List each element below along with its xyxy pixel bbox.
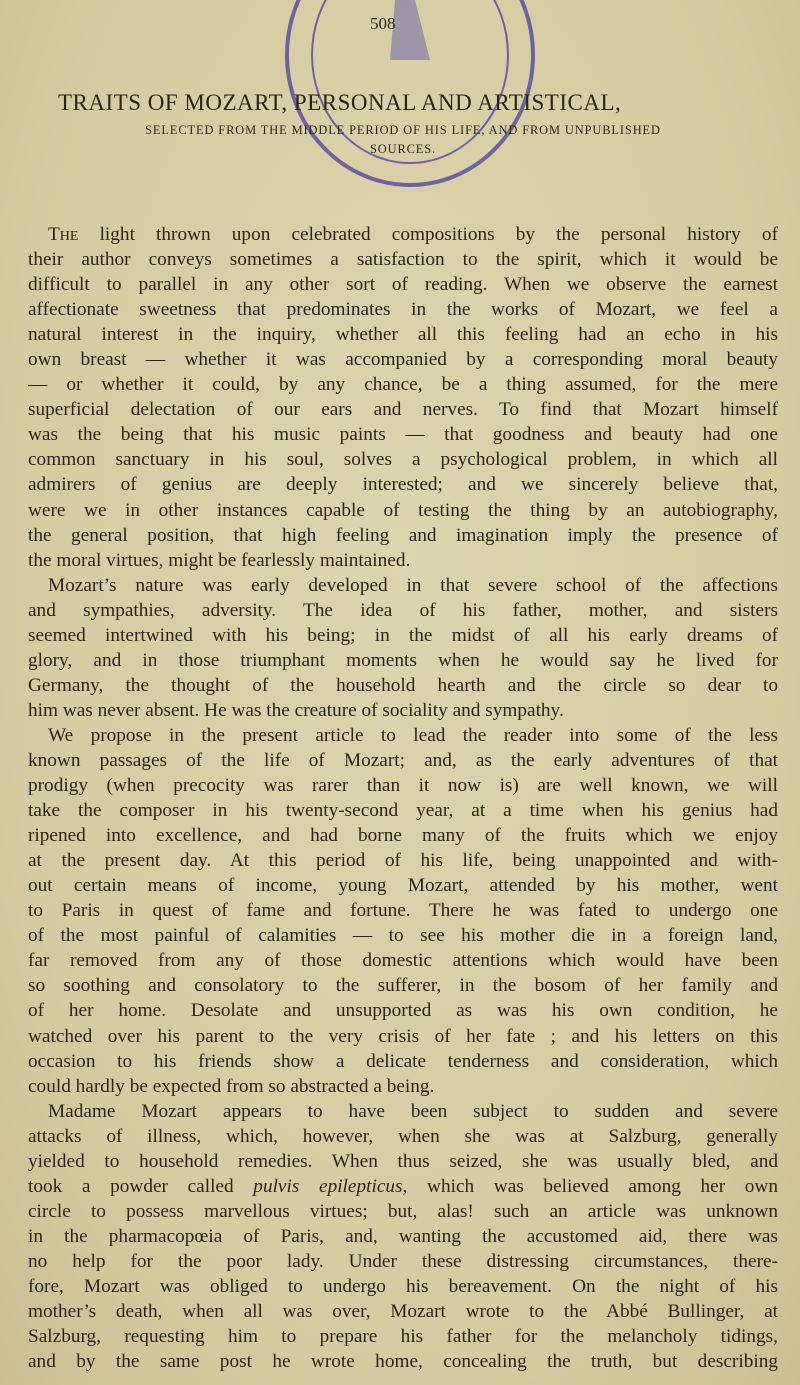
text-segment: was the being that his music paints — that goodness and beauty had one — [28, 424, 778, 446]
text-segment: Germany, the thought of the household hearth and the circle so dear to — [28, 674, 778, 696]
text-line — [28, 1149, 778, 1174]
text-segment: common sanctuary in his soul, solves a psychological problem, in which all — [28, 449, 778, 471]
text-line — [28, 748, 778, 773]
text-segment: seemed intertwined with his being; in the midst of all his early dreams of — [28, 624, 778, 646]
text-line — [28, 573, 778, 598]
text-line — [28, 1174, 778, 1199]
text-segment: natural interest in the inquiry, whether all this feeling had an echo in his — [28, 324, 778, 346]
text-segment: affectionate sweetness that predominates in the works of Mozart, we feel a — [28, 299, 778, 321]
text-line — [28, 247, 778, 272]
text-segment: The — [48, 224, 79, 245]
text-segment: no help for the poor lady. Under these distressing circumstances, there- — [28, 1250, 778, 1272]
text-segment: and by the same post he wrote home, concealing the truth, but describing — [28, 1351, 778, 1373]
text-line — [28, 297, 778, 322]
text-segment: ripened into excellence, and had borne many of the fruits which we enjoy — [28, 825, 778, 847]
text-segment: pulvis epilepticus — [253, 1175, 403, 1197]
text-line — [28, 347, 778, 372]
text-line — [28, 523, 778, 548]
text-line — [28, 1324, 778, 1349]
text-line — [28, 447, 778, 472]
text-line — [28, 1099, 778, 1124]
text-segment: could hardly be expected from so abstracted a being. — [28, 1075, 435, 1097]
stamp-bird-emblem — [390, 0, 430, 60]
text-line — [28, 723, 778, 748]
text-segment: occasion to his friends show a delicate tenderness and consideration, which — [28, 1050, 778, 1072]
text-segment: their author conveys sometimes a satisfaction to the spirit, which it would be — [28, 249, 778, 271]
text-line — [28, 923, 778, 948]
text-segment: him was never absent. He was the creature of sociality and sympathy. — [28, 699, 564, 721]
article-title: TRAITS OF MOZART, PERSONAL AND ARTISTICAL, — [58, 90, 622, 115]
text-line — [28, 698, 778, 723]
text-segment: took a powder called — [28, 1175, 254, 1197]
text-segment: the moral virtues, might be fearlessly maintained. — [28, 549, 411, 571]
paragraph — [28, 573, 778, 723]
text-segment: were we in other instances capable of testing the thing by an autobiography, — [28, 499, 778, 521]
text-segment: at the present day. At this period of his life, being unappointed and with- — [28, 850, 778, 872]
text-line — [28, 1024, 778, 1049]
text-segment: We propose in the present article to lead the reader into some of the less — [48, 724, 778, 746]
subtitle-line: SELECTED FROM THE MIDDLE PERIOD OF HIS LIFE, AND FROM UNPUBLISHED — [145, 123, 661, 137]
text-line — [28, 998, 778, 1023]
text-segment: light thrown upon celebrated compositions by the personal history of — [78, 224, 778, 245]
text-segment: circle to possess marvellous virtues; but, alas! such an article was unknown — [28, 1200, 778, 1222]
paragraph — [28, 723, 778, 1099]
text-segment: attacks of illness, which, however, when she was at Salzburg, generally — [28, 1125, 778, 1147]
text-line — [28, 798, 778, 823]
text-segment: difficult to parallel in any other sort of reading. When we observe the earnest — [28, 274, 778, 296]
text-line — [28, 548, 778, 573]
text-line — [28, 873, 778, 898]
text-segment: take the composer in his twenty-second year, at a time when his genius had — [28, 800, 778, 822]
text-line — [28, 1199, 778, 1224]
text-segment: in the pharmacopœia of Paris, and, wanting the accustomed aid, there was — [28, 1225, 778, 1247]
text-segment: admirers of genius are deeply interested; and we sincerely believe that, — [28, 474, 778, 496]
text-line — [28, 848, 778, 873]
text-line — [28, 472, 778, 497]
text-line — [28, 1124, 778, 1149]
text-line — [28, 1349, 778, 1374]
text-segment: of the most painful of calamities — to see his mother die in a foreign land, — [28, 925, 778, 947]
text-segment: yielded to household remedies. When thus seized, she was usually bled, and — [28, 1150, 778, 1172]
text-line — [28, 222, 778, 247]
text-line — [28, 673, 778, 698]
text-line — [28, 1049, 778, 1074]
text-line — [28, 498, 778, 523]
text-line — [28, 948, 778, 973]
text-segment: prodigy (when precocity was rarer than it now is) are well known, we will — [28, 775, 778, 797]
text-segment: to Paris in quest of fame and fortune. There he was fated to undergo one — [28, 900, 778, 922]
page-number: 508 — [370, 14, 396, 33]
text-segment: superficial delectation of our ears and nerves. To find that Mozart himself — [28, 399, 778, 421]
text-line — [28, 823, 778, 848]
text-line — [28, 372, 778, 397]
paragraph — [28, 1099, 778, 1375]
text-segment: Salzburg, requesting him to prepare his father for the melancholy tidings, — [28, 1326, 778, 1348]
text-segment: out certain means of income, young Mozart, attended by his mother, went — [28, 875, 778, 897]
article-body — [28, 222, 778, 1374]
text-line — [28, 898, 778, 923]
text-segment: Madame Mozart appears to have been subject to sudden and severe — [48, 1100, 778, 1122]
text-segment: own breast — whether it was accompanied by a corresponding moral beauty — [28, 349, 778, 371]
text-segment: Mozart’s nature was early developed in that severe school of the affections — [48, 574, 778, 596]
text-line — [28, 272, 778, 297]
text-line — [28, 598, 778, 623]
text-line — [28, 1224, 778, 1249]
text-line — [28, 1249, 778, 1274]
text-line — [28, 1074, 778, 1099]
text-segment: watched over his parent to the very crisis of her fate ; and his letters on this — [28, 1025, 778, 1047]
subtitle-line: SOURCES. — [369, 142, 437, 156]
article-subtitle — [28, 121, 778, 159]
text-segment: far removed from any of those domestic attentions which would have been — [28, 950, 778, 972]
text-segment: the general position, that high feeling and imagination imply the presence of — [28, 524, 778, 546]
text-line — [28, 1299, 778, 1324]
text-line — [28, 397, 778, 422]
paragraph — [28, 222, 778, 573]
text-line — [28, 648, 778, 673]
text-segment: so soothing and consolatory to the sufferer, in the bosom of her family and — [28, 975, 778, 997]
text-line — [28, 1274, 778, 1299]
text-line — [28, 422, 778, 447]
text-segment: fore, Mozart was obliged to undergo his bereavement. On the night of his — [28, 1275, 778, 1297]
text-segment: mother’s death, when all was over, Mozart wrote to the Abbé Bullinger, at — [28, 1301, 778, 1323]
text-segment: glory, and in those triumphant moments when he would say he lived for — [28, 649, 778, 671]
text-segment: , which was believed among her own — [402, 1175, 778, 1197]
text-line — [28, 973, 778, 998]
text-line — [28, 773, 778, 798]
text-segment: and sympathies, adversity. The idea of his father, mother, and sisters — [28, 599, 778, 621]
text-line — [28, 322, 778, 347]
text-line — [28, 623, 778, 648]
text-segment: of her home. Desolate and unsupported as was his own condition, he — [28, 1000, 778, 1022]
text-segment: — or whether it could, by any chance, be a thing assumed, for the mere — [28, 374, 778, 396]
text-segment: known passages of the life of Mozart; and, as the early adventures of that — [28, 749, 778, 771]
